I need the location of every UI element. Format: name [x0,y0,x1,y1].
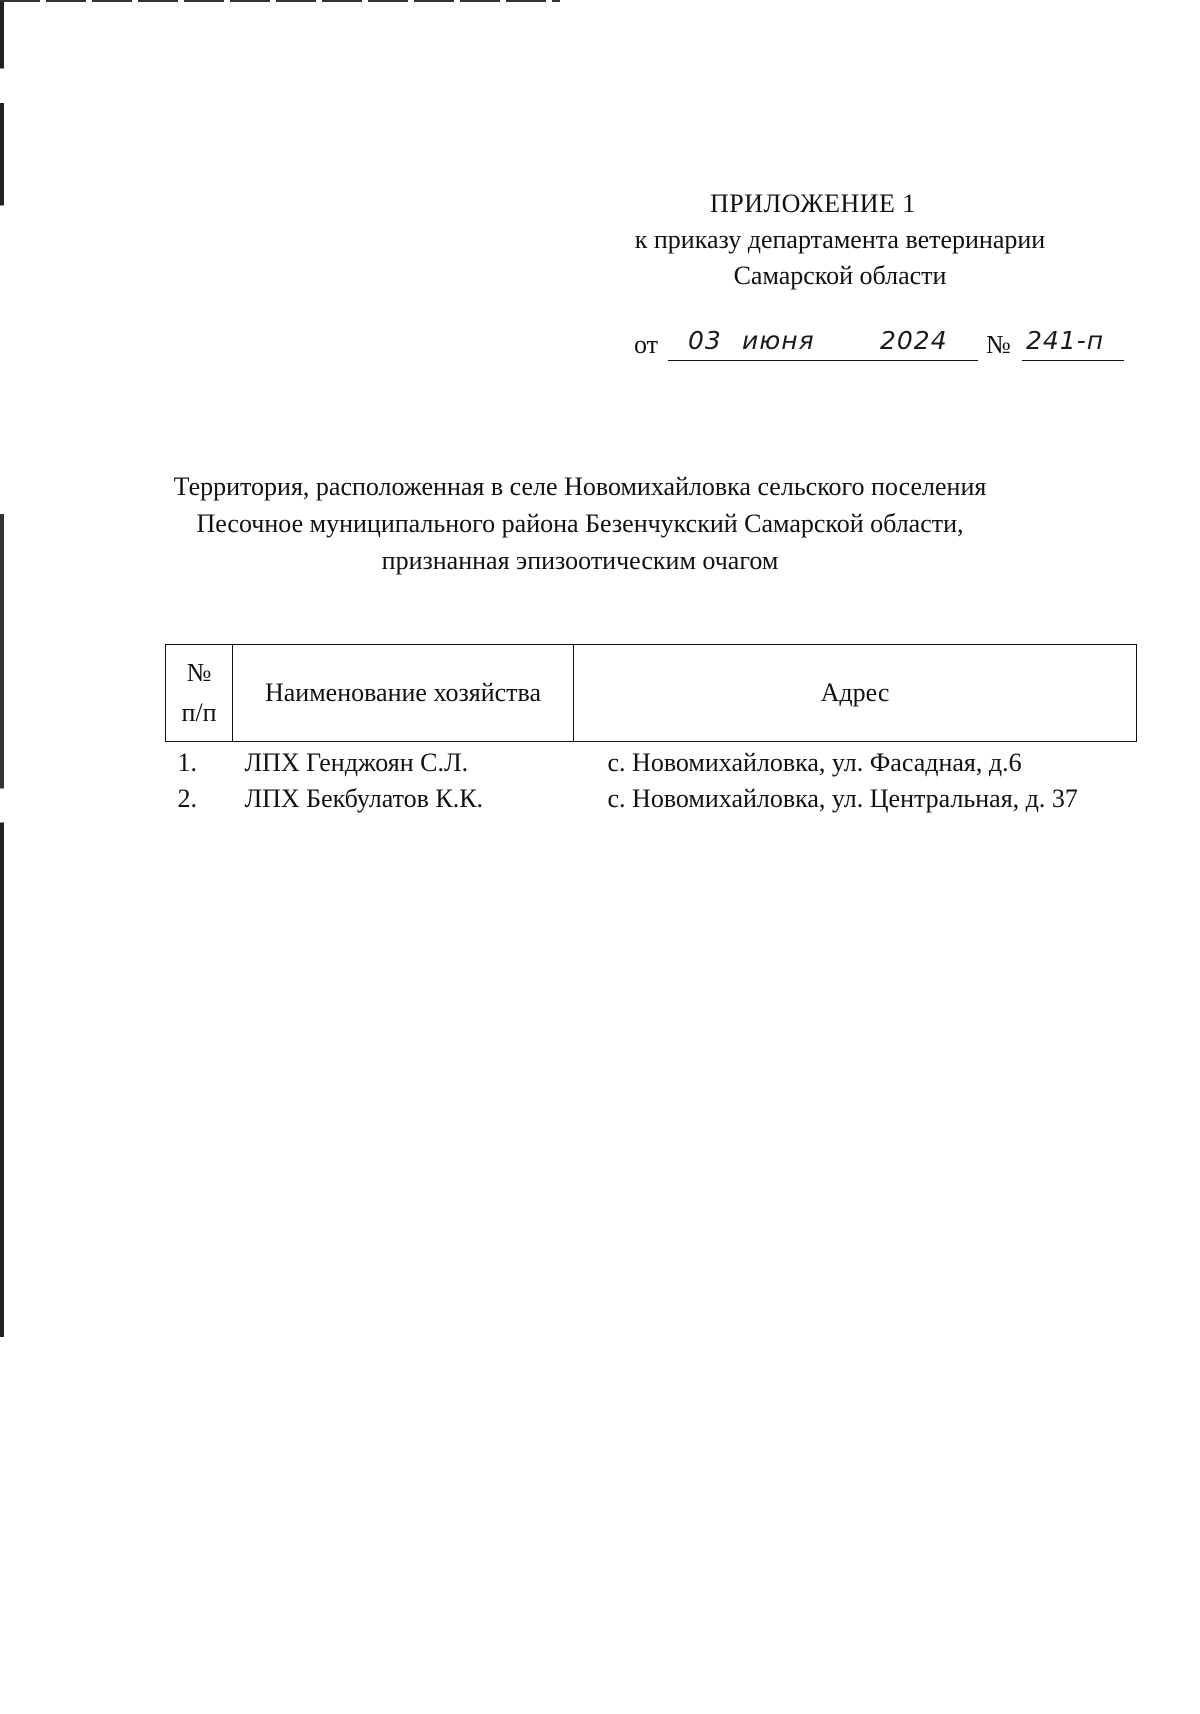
header-address: Адрес [574,645,1137,742]
appendix-title: ПРИЛОЖЕНИЕ 1 [710,189,916,218]
order-month: июня [742,326,815,355]
row-address: с. Новомихайловка, ул. Центральная, д. 37 [607,784,1078,813]
order-year: 2024 [880,326,948,355]
order-date-number [634,326,1124,370]
scan-edge-artifact [0,0,4,1714]
order-day: 03 [688,326,722,355]
table-row [166,782,1137,818]
table-header-row [166,645,1137,742]
appendix-block [560,186,1120,294]
farms-table [165,644,1137,818]
appendix-line: к приказу департамента ветеринарии [634,225,1046,254]
appendix-line: Самарской области [733,261,947,290]
row-farm-name: ЛПХ Бекбулатов К.К. [244,784,484,813]
heading-line: Песочное муниципального района Безенчукский Самарской области, [196,509,964,538]
row-number: 1. [177,748,197,777]
row-address: с. Новомихайловка, ул. Фасадная, д.6 [607,748,1022,777]
row-farm-name: ЛПХ Генджоян С.Л. [244,748,469,777]
order-number-label: № [986,330,1011,359]
header-number-pp: п/п [181,698,217,727]
header-number-symbol: № [186,658,212,687]
order-number: 241-п [1026,326,1105,355]
scan-edge-artifact [0,0,560,2]
order-from-label: от [634,330,659,359]
document-heading [140,468,1020,579]
header-number [166,645,233,742]
row-number: 2. [177,784,197,813]
heading-line: признанная эпизоотическим очагом [381,546,779,575]
table-row [166,742,1137,783]
header-farm-name: Наименование хозяйства [233,645,574,742]
heading-line: Территория, расположенная в селе Новомихайловка сельского поселения [173,472,987,501]
